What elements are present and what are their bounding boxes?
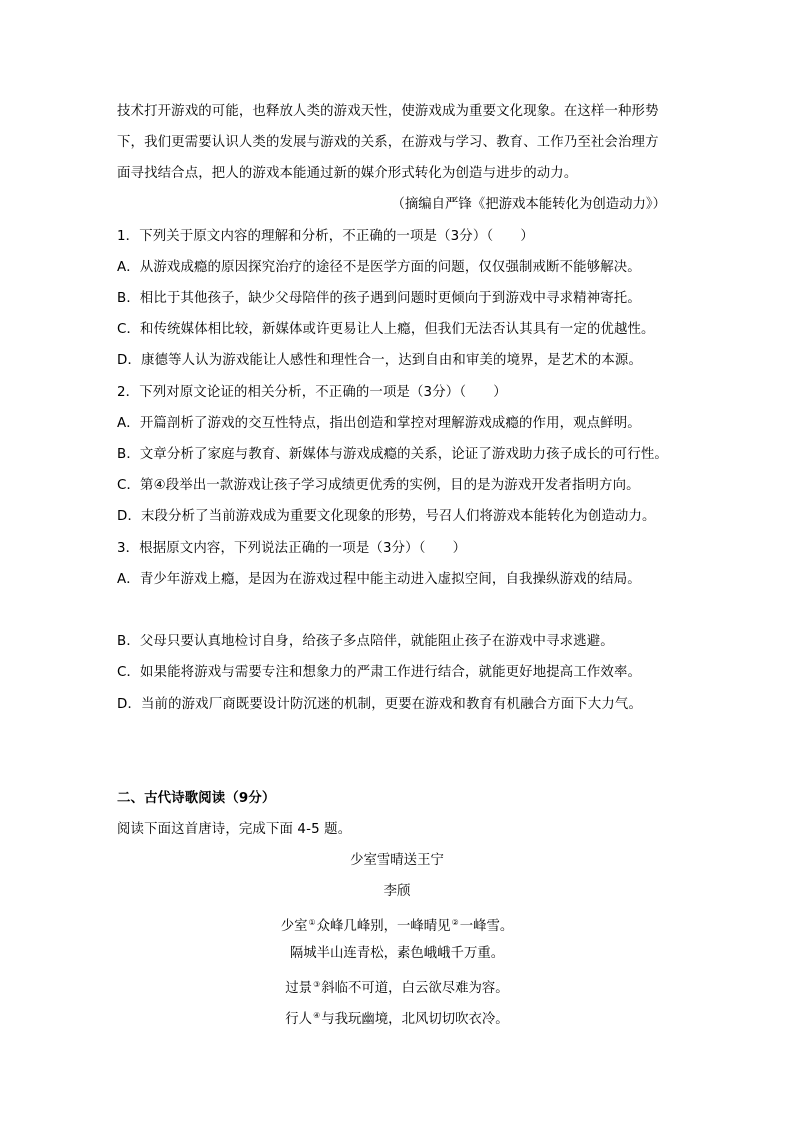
poem-line: 少室①众峰几峰别，一峰晴见②一峰雪。	[280, 918, 514, 934]
poem-author: 李颀	[383, 884, 411, 899]
question-option: D．末段分析了当前游戏成为重要文化现象的形势，号召人们将游戏本能转化为创造动力。	[117, 509, 656, 524]
question-stem: 2．下列对原文论证的相关分析，不正确的一项是（3分）（ ）	[117, 385, 507, 400]
section-instruction: 阅读下面这首唐诗，完成下面 4-5 题。	[117, 822, 352, 837]
question-option: A．青少年游戏上瘾，是因为在游戏过程中能主动进入虚拟空间，自我操纵游戏的结局。	[117, 572, 641, 587]
footnote-marker: ④	[313, 1011, 321, 1020]
poem-line: 过景③斜临不可道，白云欲尽难为容。	[285, 980, 509, 996]
footnote-marker: ③	[313, 980, 321, 989]
passage-line: 技术打开游戏的可能，也释放人类的游戏天性，使游戏成为重要文化现象。在这样一种形势	[117, 104, 659, 119]
question-option: C．第④段举出一款游戏让孩子学习成绩更优秀的实例，目的是为游戏开发者指明方向。	[117, 478, 640, 493]
question-option: B．父母只要认真地检讨自身，给孩子多点陪伴，就能阻止孩子在游戏中寻求逃避。	[117, 634, 614, 649]
question-option: B．相比于其他孩子，缺少父母陪伴的孩子遇到问题时更倾向于到游戏中寻求精神寄托。	[117, 291, 641, 306]
footnote-marker: ①	[308, 918, 316, 927]
question-option: A．从游戏成瘾的原因探究治疗的途径不是医学方面的问题，仅仅强制戒断不能够解决。	[117, 260, 641, 275]
question-option: B．文章分析了家庭与教育、新媒体与游戏成瘾的关系，论证了游戏助力孩子成长的可行性。	[117, 447, 668, 462]
question-option: D．当前的游戏厂商既要设计防沉迷的机制，更要在游戏和教育有机融合方面下大力气。	[117, 697, 643, 712]
question-option: C．如果能将游戏与需要专注和想象力的严肃工作进行结合，就能更好地提高工作效率。	[117, 665, 642, 680]
poem-line: 隔城半山连青松，素色峨峨千万重。	[289, 946, 505, 961]
question-stem: 3．根据原文内容，下列说法正确的一项是（3分）（ ）	[117, 541, 467, 556]
question-option: C．和传统媒体相比较，新媒体或许更易让人上瘾，但我们无法否认其具有一定的优越性。	[117, 322, 655, 337]
question-option: D．康德等人认为游戏能让人感性和理性合一，达到自由和审美的境界，是艺术的本源。	[117, 353, 643, 368]
passage-source: （摘编自严锋《把游戏本能转化为创造动力》）	[391, 197, 666, 212]
footnote-marker: ②	[451, 918, 459, 927]
question-stem: 1．下列关于原文内容的理解和分析，不正确的一项是（3分）（ ）	[117, 229, 534, 244]
passage-line: 面寻找结合点，把人的游戏本能通过新的媒介形式转化为创造与进步的动力。	[117, 166, 578, 181]
poem-line: 行人④与我玩幽境，北风切切吹衣冷。	[285, 1011, 509, 1027]
section-heading: 二、古代诗歌阅读（9分）	[117, 791, 276, 806]
question-option: A．开篇剖析了游戏的交互性特点，指出创造和掌控对理解游戏成瘾的作用，观点鲜明。	[117, 416, 641, 431]
poem-title: 少室雪晴送王宁	[350, 853, 444, 868]
passage-line: 下，我们更需要认识人类的发展与游戏的关系，在游戏与学习、教育、工作乃至社会治理方	[117, 135, 659, 150]
